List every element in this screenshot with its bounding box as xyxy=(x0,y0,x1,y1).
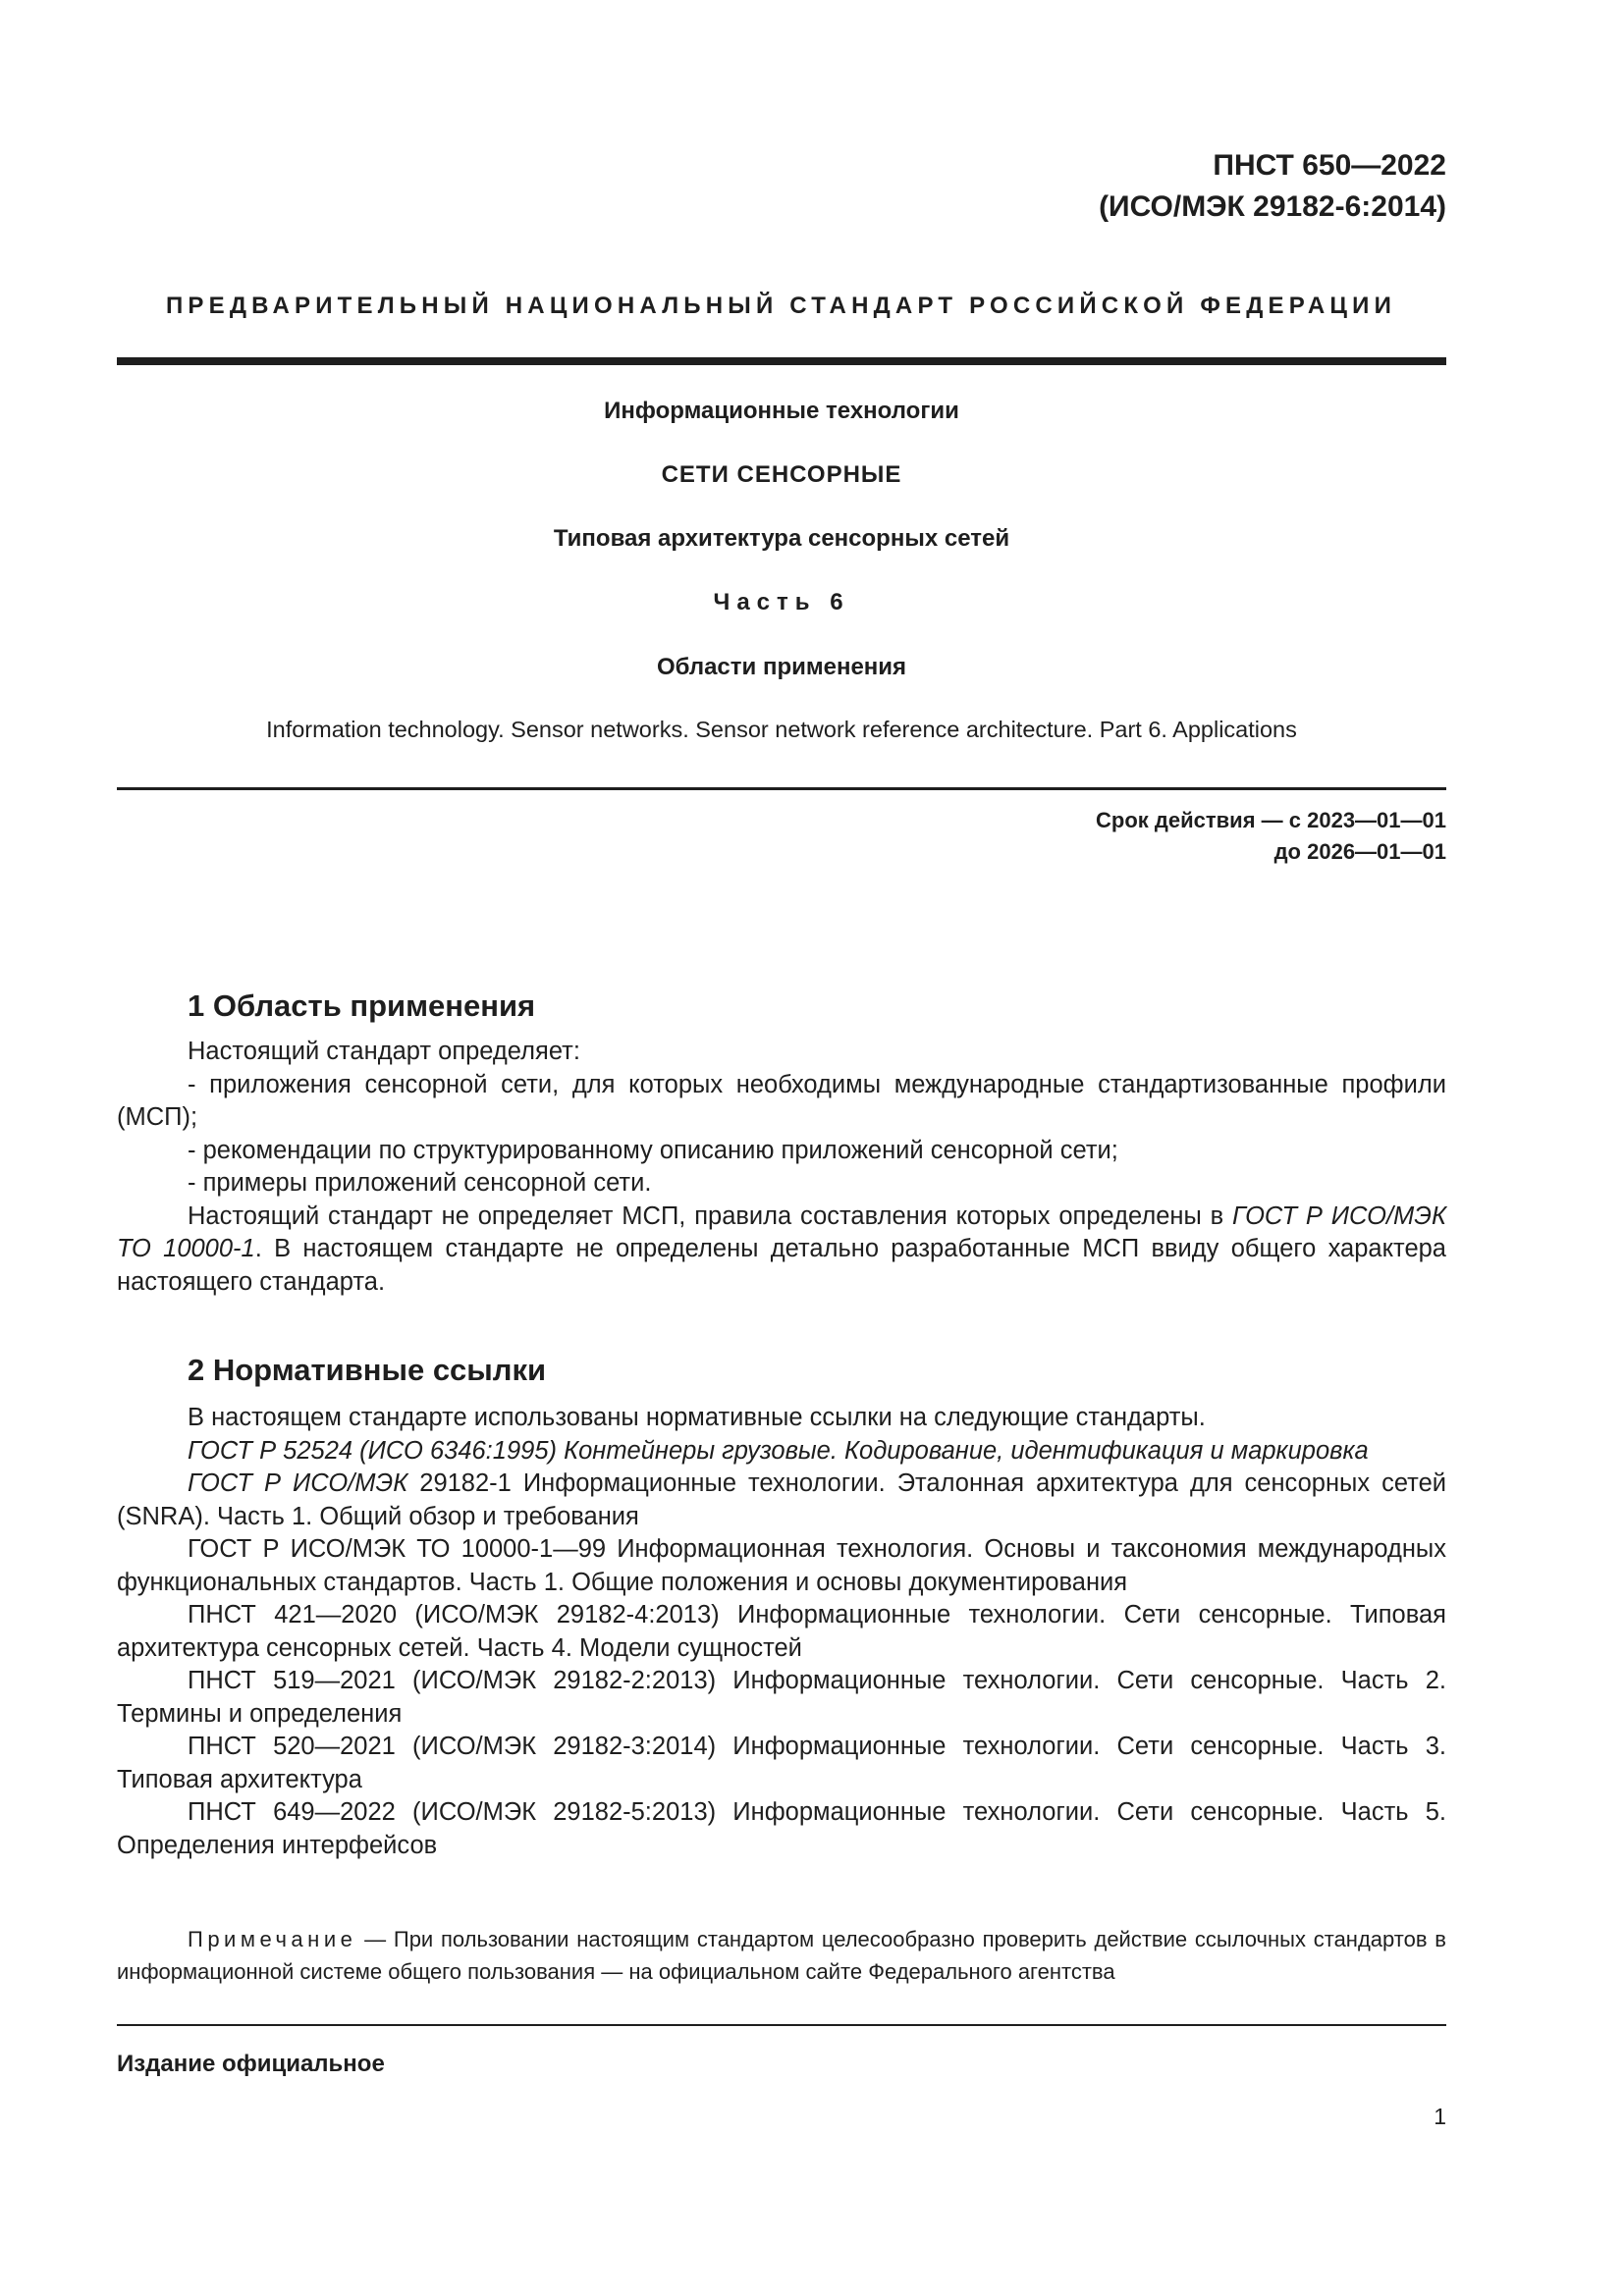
reference-gost-29182-1-text: 29182-1 Информационные технологии. Эталонная архитектура для сенсорных сетей (SNRA). Часть 1. Общий обзор и требования xyxy=(117,1469,1446,1530)
footer-rule xyxy=(117,2024,1446,2026)
validity-period xyxy=(1096,805,1446,868)
official-edition-label: Издание официальное xyxy=(117,2051,385,2077)
section-2-intro: В настоящем стандарте использованы нормативные ссылки на следующие стандарты. xyxy=(188,1404,1206,1431)
section-2-heading: 2 Нормативные ссылки xyxy=(188,1353,547,1387)
title-line-1: Информационные технологии xyxy=(604,398,959,424)
section-1-intro: Настоящий стандарт определяет: xyxy=(188,1038,580,1065)
section-1-paragraph xyxy=(117,1201,1446,1300)
section-1-paragraph-start: Настоящий стандарт не определяет МСП, правила составления которых определены в xyxy=(188,1201,1224,1230)
note xyxy=(117,1923,1446,1988)
title-line-2: СЕТИ СЕНСОРНЫЕ xyxy=(661,461,902,488)
note-label: Примечание xyxy=(188,1927,357,1951)
validity-end: до 2026—01—01 xyxy=(1273,839,1446,864)
section-1-item-3: - примеры приложений сенсорной сети. xyxy=(188,1169,652,1197)
page-number: 1 xyxy=(1434,2104,1446,2129)
validity-start: Срок действия — с 2023—01—01 xyxy=(1096,808,1446,832)
reference-pnst-649: ПНСТ 649—2022 (ИСО/МЭК 29182-5:2013) Информационные технологии. Сети сенсорные. Часть 5. Определения интерфейсов xyxy=(117,1798,1446,1859)
iso-equivalent-code: (ИСО/МЭК 29182-6:2014) xyxy=(1099,190,1446,223)
reference-gost-10000-1: ГОСТ Р ИСО/МЭК ТО 10000-1—99 Информационная технология. Основы и таксономия международных функциональных стандартов. Часть 1. Общие положения и основы документирования xyxy=(117,1535,1446,1596)
reference-pnst-520: ПНСТ 520—2021 (ИСО/МЭК 29182-3:2014) Информационные технологии. Сети сенсорные. Часть 3. Типовая архитектура xyxy=(117,1733,1446,1793)
section-1-item-1: - приложения сенсорной сети, для которых необходимы международные стандартизованные профили (МСП); xyxy=(117,1070,1446,1131)
section-1-heading: 1 Область применения xyxy=(188,988,536,1023)
title-rule xyxy=(117,787,1446,790)
reference-gost-29182-1-code: ГОСТ Р ИСО/МЭК xyxy=(188,1469,408,1497)
section-scope xyxy=(117,987,1446,1299)
standard-type-banner: ПРЕДВАРИТЕЛЬНЫЙ НАЦИОНАЛЬНЫЙ СТАНДАРТ РОССИЙСКОЙ ФЕДЕРАЦИИ xyxy=(165,293,1397,319)
title-line-5: Области применения xyxy=(656,654,907,680)
section-1-reference: ГОСТ Р ИСО/МЭК ТО 10000-1 xyxy=(117,1201,1446,1262)
note-text: — При пользовании настоящим стандартом целесообразно проверить действие ссылочных стандартов в информационной системе общего пользования — на официальном сайте Федерального агентства xyxy=(117,1927,1446,1984)
section-1-item-2: - рекомендации по структурированному описанию приложений сенсорной сети; xyxy=(188,1136,1118,1164)
reference-gost-52524: ГОСТ Р 52524 (ИСО 6346:1995) Контейнеры грузовые. Кодирование, идентификация и маркировка xyxy=(188,1436,1369,1465)
standard-designation xyxy=(1099,145,1446,228)
standard-code: ПНСТ 650—2022 xyxy=(1213,149,1446,182)
reference-pnst-421: ПНСТ 421—2020 (ИСО/МЭК 29182-4:2013) Информационные технологии. Сети сенсорные. Типовая архитектура сенсорных сетей. Часть 4. Модели сущностей xyxy=(117,1601,1446,1662)
section-normative-references xyxy=(117,1351,1446,1862)
reference-gost-29182-1 xyxy=(117,1468,1446,1533)
reference-pnst-519: ПНСТ 519—2021 (ИСО/МЭК 29182-2:2013) Информационные технологии. Сети сенсорные. Часть 2. Термины и определения xyxy=(117,1667,1446,1728)
header-rule xyxy=(117,357,1446,365)
section-1-paragraph-end: . В настоящем стандарте не определены детально разработанные МСП ввиду общего характера настоящего стандарта. xyxy=(117,1235,1446,1296)
english-title: Information technology. Sensor networks. Sensor network reference architecture. Part 6. Applications xyxy=(266,717,1297,742)
title-line-3: Типовая архитектура сенсорных сетей xyxy=(553,525,1010,552)
title-part-number: Часть 6 xyxy=(713,589,850,615)
